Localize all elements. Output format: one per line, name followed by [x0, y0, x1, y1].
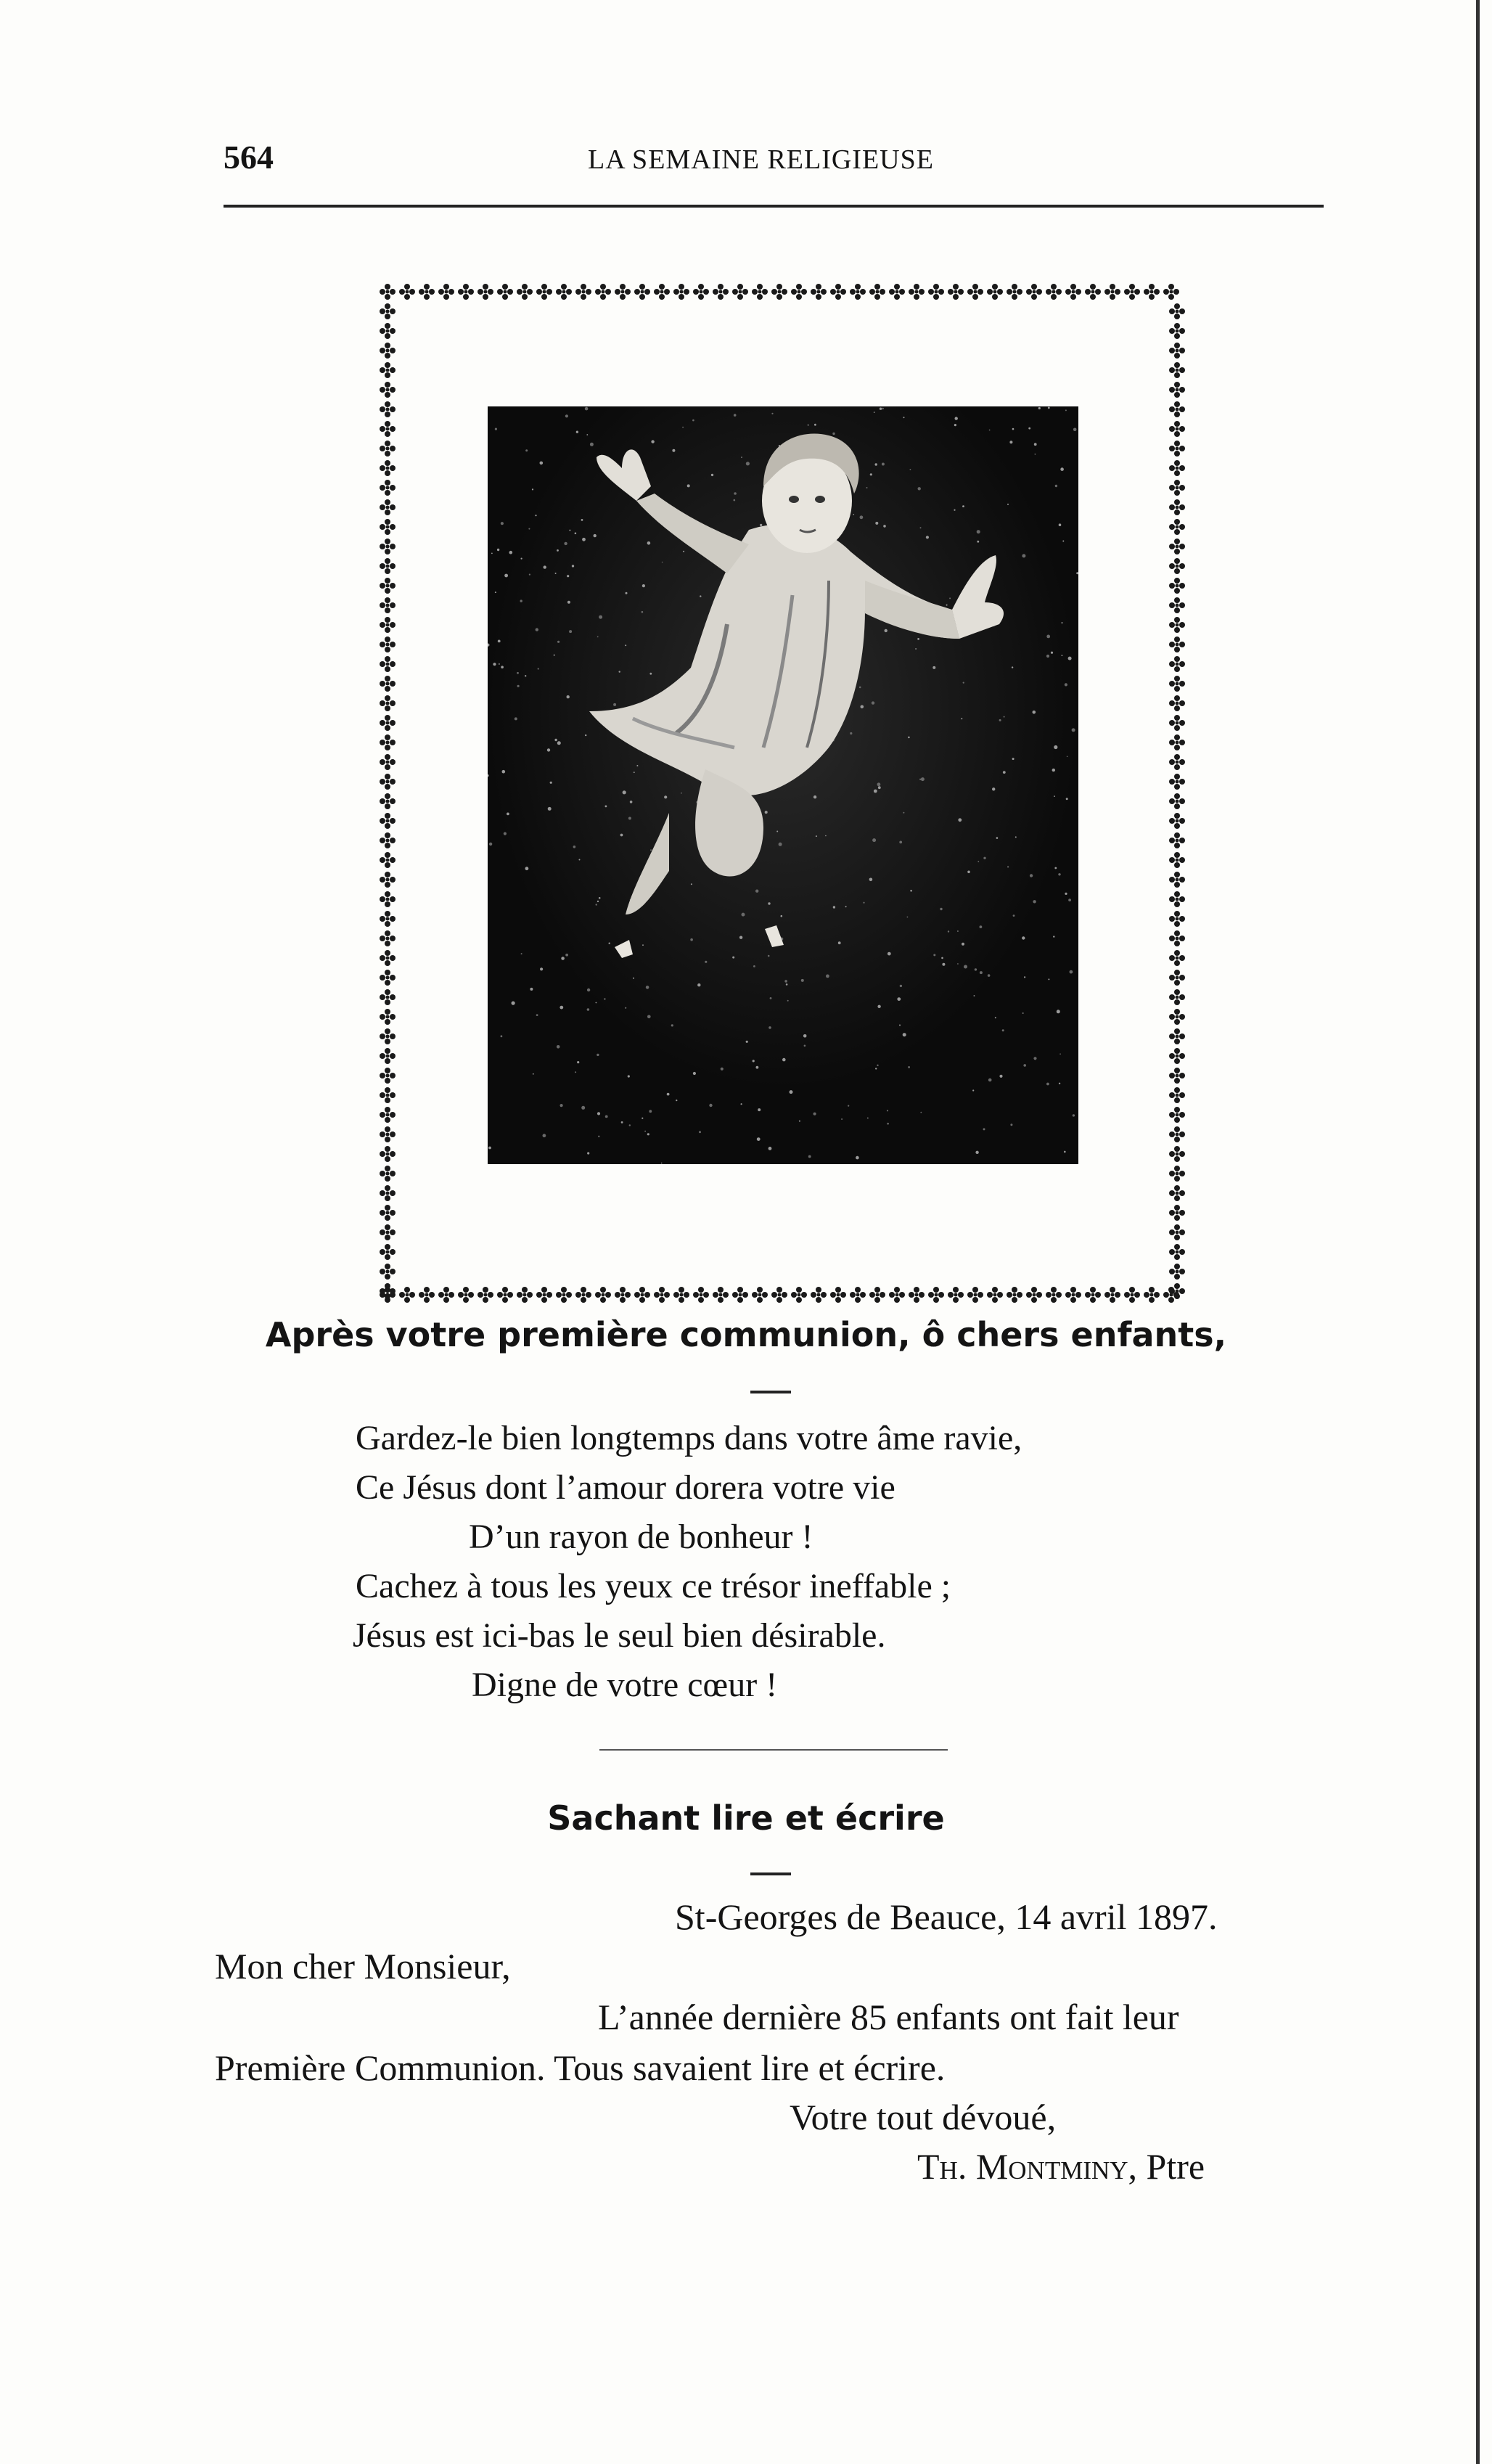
poem-title: Après votre première communion, ô chers enfants, [265, 1315, 1227, 1354]
poem-line-1: Gardez-le bien longtemps dans votre âme ravie, [356, 1419, 1022, 1457]
letter-place-date: St-Georges de Beauce, 14 avril 1897. [675, 1896, 1218, 1937]
letter-title: Sachant lire et écrire [547, 1798, 945, 1838]
poem-line-2: Ce Jésus dont l’amour dorera votre vie [356, 1468, 895, 1507]
letter-body-line-2: Première Communion. Tous savaient lire et écrire. [215, 2047, 946, 2088]
signature-name: Th. Montminy, [917, 2146, 1138, 2187]
title-dash [750, 1391, 791, 1393]
poem-line-3: D’un rayon de bonheur ! [469, 1518, 813, 1556]
header-rule [224, 205, 1324, 208]
letter-signature [917, 2145, 1205, 2187]
running-title: LA SEMAINE RELIGIEUSE [588, 144, 934, 175]
page-number: 564 [224, 139, 274, 176]
letter-closing: Votre tout dévoué, [790, 2097, 1057, 2137]
poem-line-6: Digne de votre cœur ! [472, 1666, 778, 1704]
poem-line-5: Jésus est ici-bas le seul bien désirable. [353, 1616, 886, 1655]
child-jesus-illustration [488, 406, 1078, 1164]
letter-title-dash [750, 1872, 791, 1875]
letter-salutation: Mon cher Monsieur, [215, 1946, 511, 1986]
letter-body-line-1: L’année dernière 85 enfants ont fait leur [598, 1997, 1179, 2037]
poem-line-4: Cachez à tous les yeux ce trésor ineffable ; [356, 1567, 951, 1605]
section-separator [599, 1749, 948, 1751]
signature-title: Ptre [1146, 2146, 1205, 2187]
page-edge-line [1476, 0, 1480, 2464]
child-jesus-figure [488, 406, 1078, 1164]
